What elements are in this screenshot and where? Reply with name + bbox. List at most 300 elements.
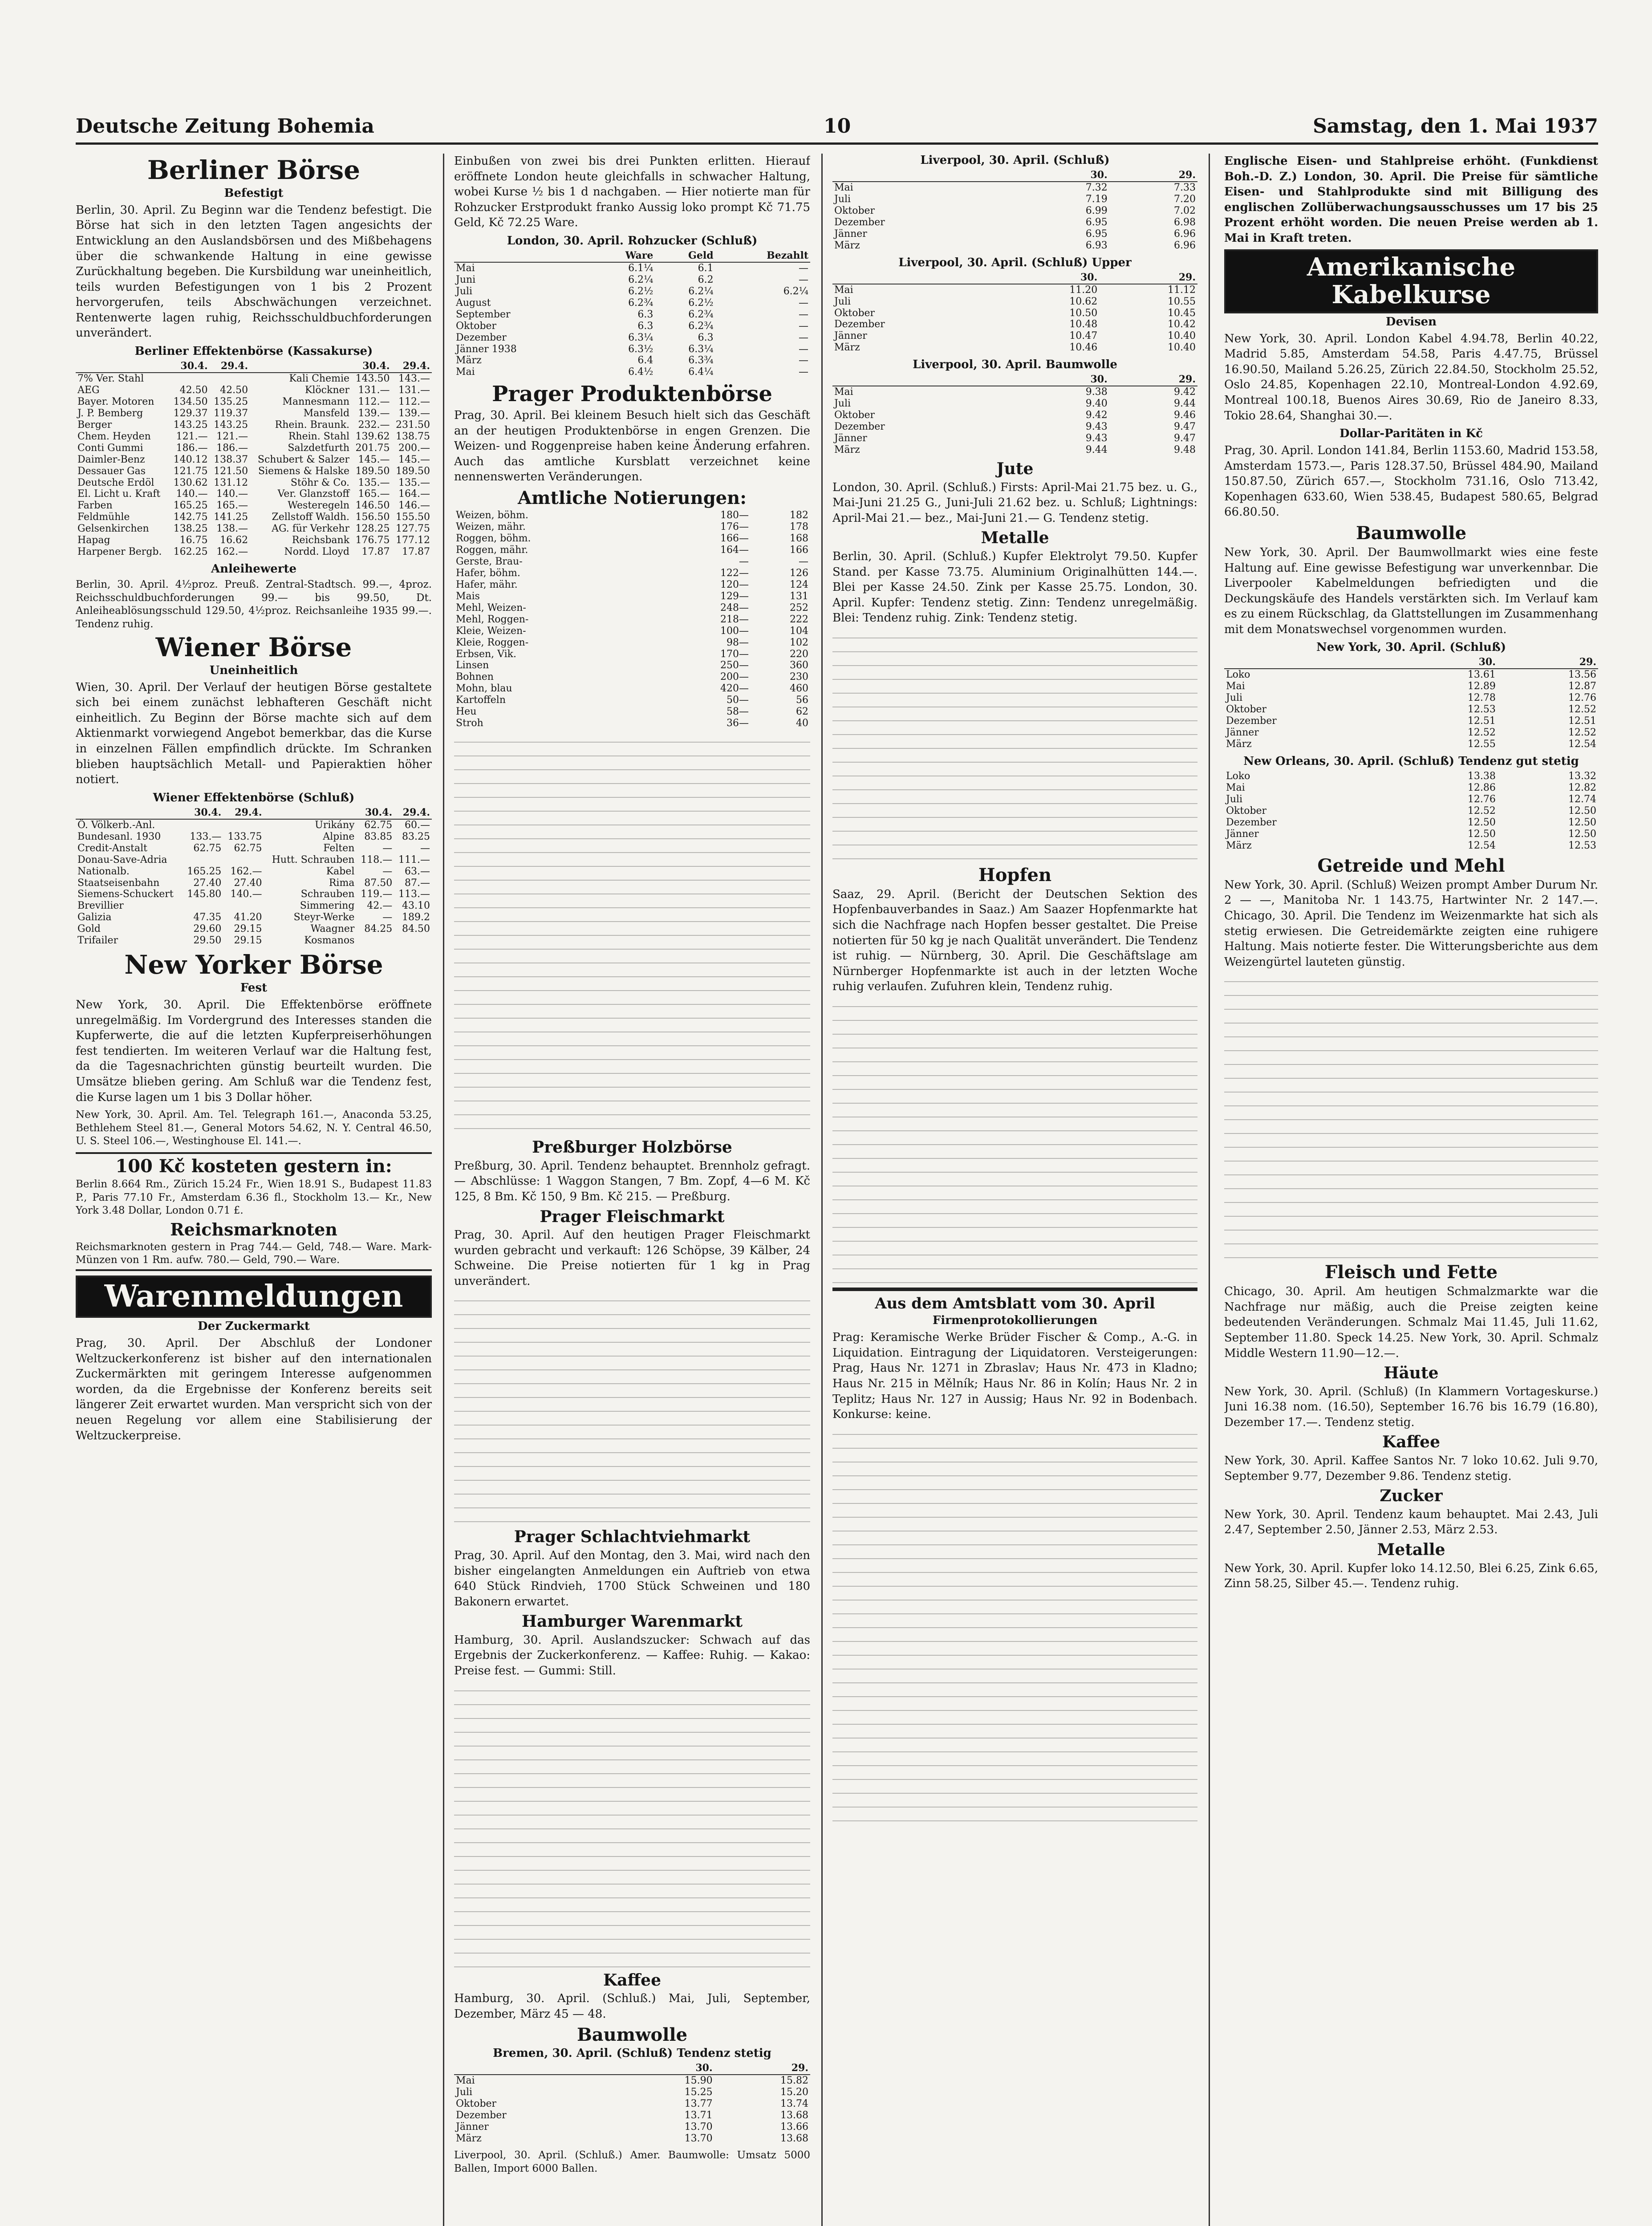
table-cell: Juli	[456, 285, 473, 297]
table-cell: Oktober	[834, 410, 875, 421]
table-cell: 102	[790, 637, 808, 648]
table-cell: 9.42	[1085, 410, 1108, 421]
table-row	[832, 421, 1197, 433]
table-cell: 6.4½	[628, 366, 653, 378]
table-cell: Dezember	[1226, 715, 1277, 727]
table-cell: 10.62	[1069, 296, 1098, 307]
table-cell: 162.—	[216, 546, 248, 558]
table-cell: 165.25	[173, 500, 208, 512]
table-cell: 50—	[727, 695, 749, 706]
devisen-text: New York, 30. April. London Kabel 4.94.78, Berlin 40.22, Madrid 5.85, Amsterdam 54.58, Paris 4.47.75, Brüssel 16.90.50, Mailand 5.26.25, Zürich 22.84.50, Stockholm 25.52, Oslo 24.85, Kopenhagen 22.10, Montreal-London 4.92.69, Montreal 100.18, Buenos Aires 30.69, Rio de Janeiro 8.33, Tokio 28.64, Shanghai 30.—.	[1224, 332, 1598, 422]
table-cell: 40	[796, 718, 808, 729]
table-cell: 7.20	[1174, 193, 1196, 205]
table-cell: Ö. Völkerb.-Anl.	[77, 819, 155, 831]
table-cell: 12.52	[1568, 704, 1596, 715]
table-cell: Harpener Bergb.	[77, 546, 162, 558]
table-cell	[223, 819, 264, 831]
table-cell: Roggen, mähr.	[456, 544, 528, 556]
table-cell: Weizen, böhm.	[456, 510, 528, 521]
devisen-heading: Devisen	[1385, 315, 1437, 329]
table-cell: 10.47	[1069, 330, 1098, 342]
table-cell: Dessauer Gas	[77, 465, 146, 477]
table-cell: —	[382, 865, 393, 877]
kc-text: Berlin 8.664 Rm., Zürich 15.24 Fr., Wien 18.91 S., Budapest 11.83 P., Paris 77.10 Fr., Amsterdam 6.36 fl., Stockholm 13.— Kr., New York 3.48 Dollar, London 0.71 £.	[76, 1178, 432, 1217]
jute-title: Jute	[996, 459, 1034, 479]
table-cell: Jänner	[834, 330, 867, 342]
table-cell: 17.87	[402, 546, 430, 558]
table-cell: 84.50	[402, 923, 430, 935]
table-cell: —	[799, 332, 808, 343]
table-cell: —	[420, 842, 430, 854]
table-cell: 7.33	[1174, 182, 1196, 193]
table-cell: 142.75	[173, 512, 208, 523]
table-cell: 189.2	[402, 912, 430, 923]
table-cell: Erbsen, Vik.	[456, 648, 516, 660]
table-cell: Oktober	[1226, 704, 1267, 715]
table-cell: Steyr-Werke	[293, 912, 355, 923]
table-cell: 6.3½	[628, 343, 653, 355]
table-header-cell: 29.4.	[210, 361, 250, 373]
wiener-subtitle: Uneinheitlich	[209, 663, 298, 677]
table-cell: 420—	[720, 683, 749, 695]
table-row	[1224, 681, 1598, 692]
table-cell: 15.90	[684, 2075, 713, 2087]
table-cell: 12.50	[1568, 828, 1596, 840]
getreide-text: New York, 30. April. (Schluß) Weizen prompt Amber Durum Nr. 2 — —, Manitoba Nr. 1 143.75, Hartwinter Nr. 2 147.—. Chicago, 30. April. Die Tendenz im Weizenmarkte hat sich als stetig erwiesen. Die Getreidemärkte zeigten eine ruhigere Haltung. Mais notierte fester. Die Witterungsberichte aus dem Weizengürtel lauteten günstig.	[1224, 878, 1598, 969]
table-header-cell	[832, 170, 1021, 182]
table-cell: —	[739, 556, 749, 567]
table-cell: —	[799, 274, 808, 285]
table-header-cell	[832, 374, 1021, 386]
table-cell: 58—	[727, 706, 749, 718]
table-header-cell: Geld	[655, 250, 715, 262]
table-cell: 6.98	[1174, 216, 1196, 228]
jute-text: London, 30. April. (Schluß.) Firsts: April-Mai 21.75 bez. u. G., Mai-Juni 21.25 G., Juni-Juli 21.62 bez. u. Schluß; Lightnings: April-Mai 21.— bez., Mai-Juni 21.— G. Tendenz stetig.	[832, 480, 1197, 525]
table-cell: Schrauben	[300, 889, 355, 900]
table-cell: 165.—	[358, 488, 390, 500]
table-cell: Daimler-Benz	[77, 454, 145, 465]
table-cell: 230	[790, 671, 808, 683]
table-cell: 10.46	[1069, 342, 1098, 353]
table-row	[76, 443, 432, 454]
kaffee-text: Hamburg, 30. April. (Schluß.) Mai, Juli, September, Dezember, März 45 — 48.	[454, 1992, 810, 2021]
table-cell: 122—	[720, 567, 749, 579]
table-cell: 13.38	[1467, 771, 1496, 782]
table-cell: März	[834, 240, 860, 251]
table-cell: 162.—	[230, 865, 262, 877]
kc-title: 100 Kč kosteten gestern in:	[115, 1156, 392, 1177]
table-cell: Farben	[77, 500, 113, 512]
table-cell: 12.74	[1568, 794, 1596, 805]
table-cell: Mai	[834, 284, 853, 296]
berliner-title: Berliner Börse	[147, 155, 361, 185]
table-cell: 6.1	[698, 262, 714, 274]
table-cell: 12.87	[1568, 681, 1596, 692]
table-row	[454, 660, 810, 671]
table-row	[454, 626, 810, 637]
table-row	[454, 521, 810, 533]
baumwolle-ny-title: Baumwolle	[1356, 523, 1467, 544]
table-row	[76, 935, 432, 946]
table-cell: —	[799, 556, 808, 567]
page-number: 10	[824, 115, 851, 138]
table-cell: 12.52	[1568, 727, 1596, 739]
table-cell: 6.4	[637, 355, 653, 366]
zucker-continued-text: Einbußen von zwei bis drei Punkten erlitten. Hierauf eröffnete London heute gleichfalls in schwacher Haltung, wobei Kurse ½ bis 1 d nachgaben. — Hier notierte man für Rohzucker Erstprodukt franko Aussig loko prompt Kč 71.75 Geld, Kč 72.25 Ware.	[454, 154, 810, 230]
table-cell: 166	[790, 544, 808, 556]
kaffee-ny-title: Kaffee	[1382, 1433, 1440, 1452]
table-cell: Nationalb.	[77, 865, 130, 877]
table-row	[76, 419, 432, 431]
table-cell: 12.82	[1568, 782, 1596, 794]
table-cell: 6.93	[1085, 240, 1108, 251]
table-row	[454, 568, 810, 579]
table-cell: 131.12	[214, 477, 248, 488]
metalle-ny-text: New York, 30. April. Kupfer loko 14.12.50, Blei 6.25, Zink 6.65, Zinn 58.25, Silber 45.—. Tendenz ruhig.	[1224, 1561, 1598, 1591]
table-cell: März	[456, 355, 482, 366]
column-rule	[443, 154, 444, 2226]
table-cell: Mansfeld	[303, 407, 350, 419]
table-cell: Hutt. Schrauben	[272, 854, 355, 865]
table-row	[832, 217, 1197, 228]
table-cell: März	[456, 2133, 482, 2145]
table-cell: Rhein. Stahl	[288, 431, 350, 442]
newyork-text: New York, 30. April. Die Effektenbörse eröffnete unregelmäßig. Im Vordergrund des Interesses standen die Kupferwerte, die auf die letzten Kupferpreiserhöhungen fest tendierten. Im weiteren Verlauf war die Haltung fest, da die Tagesnachrichten günstig beurteilt wurden. Die Umsätze blieben gering. Am Schluß war die Tendenz fest, die Kurse lagen um 1 bis 3 Dollar höher.	[76, 998, 432, 1104]
baumwolle-ny-text: New York, 30. April. Der Baumwollmarkt wies eine feste Haltung auf. Eine gewisse Befestigung war unverkennbar. Die Liverpooler Kabelmeldungen befriedigten und die Deckungskäufe des Handels verstärkten sich. Im Verlauf kam es zu einem Rückschlag, da Glattstellungen im Zusammenhang mit dem Monatswechsel vorgenommen wurden.	[1224, 546, 1598, 636]
table-row	[76, 889, 432, 900]
table-cell: Oktober	[834, 205, 875, 216]
berliner-kassakurse-heading: Berliner Effektenbörse (Kassakurse)	[134, 345, 373, 358]
table-cell: 13.70	[684, 2133, 713, 2145]
table-cell: Kosmanos	[304, 935, 355, 946]
table-cell	[223, 854, 264, 866]
table-row	[76, 431, 432, 443]
table-cell: 121.—	[216, 431, 248, 442]
price-list-lines	[454, 734, 810, 1134]
amtsblatt-title: Aus dem Amtsblatt vom 30. April	[875, 1294, 1155, 1312]
table-row	[76, 408, 432, 419]
amtliche-notierungen-table	[454, 510, 810, 729]
table-cell: 42.50	[220, 384, 248, 396]
column-3	[832, 154, 1197, 2226]
table-cell: 6.96	[1174, 240, 1196, 251]
getreide-title: Getreide und Mehl	[1317, 855, 1505, 876]
zuckermarkt-text: Prag, 30. April. Der Abschluß der Londoner Weltzuckerkonferenz ist bisher auf den internationalen Zuckermärkten mit geringem Interesse aufgenommen worden, da die Ergebnisse der Konferenz bereits seit längerer Zeit erwartet wurden. Man verspricht sich von der neuen Regelung vor allem eine Stabilisierung der Weltzuckerpreise.	[76, 1336, 432, 1442]
table-cell: Klöckner	[304, 384, 350, 396]
table-cell: 6.2¼	[783, 285, 808, 297]
table-cell: 128.25	[355, 523, 390, 535]
table-cell: Mai	[456, 2075, 475, 2087]
reichsmark-title: Reichsmarknoten	[170, 1219, 337, 1239]
dollar-paritaeten-text: Prag, 30. April. London 141.84, Berlin 1153.60, Madrid 153.58, Amsterdam 1573.—, Paris 128.37.50, Brüssel 484.90, Mailand 150.87.50, Zürich 657.—, Stockholm 731.16, Oslo 713.42, Kopenhagen 633.60, Wien 538.45, Budapest 580.65, Belgrad 66.80.50.	[1224, 444, 1598, 519]
newyork-title: New Yorker Börse	[124, 950, 383, 980]
table-cell: 6.2¾	[628, 297, 653, 309]
text-lines	[832, 630, 1197, 861]
table-cell: Galizia	[77, 912, 112, 923]
table-row	[1224, 817, 1598, 829]
fleischmarkt-text: Prag, 30. April. Auf den heutigen Prager Fleischmarkt wurden gebracht und verkauft: 126 Schöpse, 39 Kälber, 24 Schweine. Die Preise notierten für 1 kg in Prag unverändert.	[454, 1228, 810, 1288]
table-cell: 189.50	[355, 465, 390, 477]
table-cell: 104	[790, 625, 808, 637]
table-cell: Dezember	[834, 421, 885, 433]
table-cell: 83.25	[402, 831, 430, 842]
liverpool-baumwolle-heading: Liverpool, 30. April. Baumwolle	[913, 358, 1117, 372]
table-cell: Simmering	[300, 900, 355, 912]
table-header-cell: 30.4.	[169, 361, 209, 373]
table-cell: 143.—	[398, 373, 430, 384]
table-cell: 140.—	[216, 488, 248, 500]
berliner-subtitle: Befestigt	[224, 186, 284, 200]
table-cell: 6.3	[637, 320, 653, 332]
table-row	[832, 330, 1197, 342]
table-row	[76, 912, 432, 923]
table-cell: 12.51	[1568, 715, 1596, 727]
table-cell: —	[799, 309, 808, 320]
metalle-text: Berlin, 30. April. (Schluß.) Kupfer Elektrolyt 79.50. Kupfer Stand. per Kasse 73.75. Aluminium Originalhütten 144.—. Blei per Kasse 24.50. Zink per Kasse 25.75. London, 30. April. Kupfer: Tendenz stetig. Zinn: Tendenz unregelmäßig. Blei: Tendenz ruhig. Zink: Tendenz stetig.	[832, 549, 1197, 625]
wiener-table	[76, 807, 432, 946]
table-row	[1224, 840, 1598, 852]
table-cell: 145.80	[187, 889, 222, 900]
table-cell: Trifailer	[77, 935, 118, 946]
table-cell: Jänner	[834, 433, 867, 444]
table-cell: Dezember	[456, 332, 507, 343]
table-cell: Berger	[77, 419, 112, 431]
table-row	[454, 649, 810, 660]
table-cell: 170—	[720, 648, 749, 660]
table-row	[76, 466, 432, 477]
table-cell	[394, 935, 432, 946]
table-cell	[183, 819, 223, 831]
table-cell: —	[799, 355, 808, 366]
table-cell: 43.10	[402, 900, 430, 912]
haeute-title: Häute	[1384, 1364, 1439, 1383]
table-cell: 13.66	[780, 2121, 808, 2133]
table-cell: Mai	[834, 386, 853, 398]
table-cell: 112.—	[358, 396, 390, 407]
issue-date: Samstag, den 1. Mai 1937	[1313, 115, 1598, 138]
table-row	[454, 510, 810, 521]
table-cell: 124	[790, 579, 808, 590]
table-cell: 12.53	[1467, 704, 1496, 715]
table-cell: 140.12	[173, 454, 208, 465]
table-cell: 121.75	[173, 465, 208, 477]
table-row	[454, 297, 810, 309]
table-cell: Oktober	[1226, 805, 1267, 816]
table-cell: Zellstoff Waldh.	[272, 512, 350, 523]
table-cell: Credit-Anstalt	[77, 842, 147, 854]
table-cell: 12.53	[1568, 840, 1596, 851]
table-row	[832, 433, 1197, 444]
stahlpreise-notice: Englische Eisen- und Stahlpreise erhöht. (Funkdienst Boh.-D. Z.) London, 30. April. Die Preise für sämtliche Eisen- und Stahlprodukte sind mit Billigung des englischen Zollüberwachungsausschusses um 17 bis 25 Prozent erhöht worden. Die neuen Preise werden ab 1. Mai in Kraft treten.	[1224, 154, 1598, 245]
table-cell: 6.3	[637, 309, 653, 320]
table-cell: Juli	[834, 296, 851, 307]
kaffee-ny-text: New York, 30. April. Kaffee Santos Nr. 7 loko 10.62. Juli 9.70, September 9.77, Dezember 9.86. Tendenz stetig.	[1224, 1454, 1598, 1483]
table-cell: Heu	[456, 706, 477, 718]
table-cell: —	[799, 320, 808, 332]
table-cell: Juni	[456, 274, 476, 285]
table-row	[454, 591, 810, 602]
table-cell: 13.70	[684, 2121, 713, 2133]
table-row	[832, 342, 1197, 353]
table-cell: Juli	[456, 2087, 473, 2098]
table-cell: 16.75	[179, 535, 208, 546]
table-row	[1224, 727, 1598, 739]
table-cell: Staatseisenbahn	[77, 877, 160, 889]
column-1	[76, 154, 432, 2226]
table-cell: 146.—	[398, 500, 430, 512]
table-cell: 12.50	[1467, 828, 1496, 840]
table-cell: 13.77	[684, 2098, 713, 2110]
table-row	[454, 2110, 810, 2121]
table-row	[454, 344, 810, 355]
table-cell: 100—	[720, 625, 749, 637]
table-cell: 6.2¼	[628, 274, 653, 285]
table-row	[1224, 692, 1598, 704]
table-cell: 36—	[727, 718, 749, 729]
table-cell: 41.20	[234, 912, 262, 923]
table-cell: Dezember	[456, 2110, 507, 2121]
table-cell: 131.—	[398, 384, 430, 396]
table-cell: 121.—	[176, 431, 208, 442]
hamburg-text: Hamburg, 30. April. Auslandszucker: Schwach auf das Ergebnis der Zuckerkonferenz. — Kaffee: Ruhig. — Kakao: Preise fest. — Gummi: Still.	[454, 1633, 810, 1678]
liverpool-note: Liverpool, 30. April. (Schluß.) Amer. Baumwolle: Umsatz 5000 Ballen, Import 6000 Ballen.	[454, 2149, 810, 2174]
table-cell: 182	[790, 510, 808, 521]
table-row	[454, 332, 810, 344]
table-cell: 15.82	[780, 2075, 808, 2087]
table-cell: AG. für Verkehr	[272, 523, 350, 535]
table-cell: Feldmühle	[77, 512, 130, 523]
table-row	[76, 819, 432, 831]
table-cell: 98—	[727, 637, 749, 648]
table-row	[1224, 794, 1598, 805]
table-row	[76, 396, 432, 408]
table-cell: 200.—	[398, 442, 430, 454]
table-cell: 6.95	[1085, 216, 1108, 228]
table-cell: 112.—	[398, 396, 430, 407]
column-rule	[1209, 154, 1210, 2226]
table-cell: 87.—	[405, 877, 430, 889]
table-cell: Mehl, Weizen-	[456, 602, 526, 613]
newspaper-page	[76, 111, 1598, 2226]
warenmeldungen-title: Warenmeldungen	[76, 1275, 432, 1318]
table-cell	[210, 373, 250, 385]
table-cell: 29.50	[193, 935, 222, 946]
table-row	[832, 240, 1197, 252]
table-header-cell: Bezahlt	[715, 250, 810, 262]
table-cell: Oktober	[456, 320, 497, 332]
table-cell: Stroh	[456, 718, 483, 729]
table-cell: 156.50	[355, 512, 390, 523]
text-lines	[1224, 973, 1598, 1258]
table-cell: 9.46	[1174, 410, 1196, 421]
table-cell: 13.74	[780, 2098, 808, 2110]
table-cell: 162.25	[173, 546, 208, 558]
table-cell: Mehl, Roggen-	[456, 613, 529, 625]
fleischmarkt-title: Prager Fleischmarkt	[540, 1207, 725, 1226]
anleihewerte-heading: Anleihewerte	[211, 562, 296, 576]
table-cell: 139.—	[398, 407, 430, 419]
table-cell: 9.47	[1174, 433, 1196, 444]
metalle-title: Metalle	[981, 528, 1049, 548]
table-cell: 138.75	[396, 431, 430, 442]
table-row	[832, 194, 1197, 205]
table-header-cell: 30.4.	[183, 807, 223, 819]
new-orleans-table	[1224, 771, 1598, 852]
table-cell: Mais	[456, 590, 480, 602]
table-cell: Loko	[1226, 771, 1250, 782]
table-header-cell: 30.	[1001, 272, 1100, 284]
table-cell: 6.96	[1174, 228, 1196, 240]
table-cell: März	[1226, 739, 1252, 750]
table-header-cell	[454, 250, 589, 262]
table-cell: 121.50	[214, 465, 248, 477]
table-cell: Kleie, Weizen-	[456, 625, 526, 637]
table-row	[454, 683, 810, 695]
table-row	[76, 854, 432, 866]
table-cell: Siemens & Halske	[258, 465, 350, 477]
table-cell: 138.—	[216, 523, 248, 535]
table-cell: 6.3	[698, 332, 714, 343]
prager-produktenboerse-text: Prag, 30. April. Bei kleinem Besuch hielt sich das Geschäft an der heutigen Produktenbörse in engen Grenzen. Die Weizen- und Roggenpreise haben keine Änderung erfahren. Auch das amtliche Kursblatt verzeichnet keine nennenswerten Veränderungen.	[454, 409, 810, 484]
table-row	[1224, 704, 1598, 715]
table-header-cell: 29.	[1498, 657, 1598, 669]
table-row	[76, 866, 432, 877]
table-cell: Juli	[1226, 794, 1243, 805]
table-cell: 186.—	[176, 442, 208, 454]
table-cell: Nordd. Lloyd	[284, 546, 350, 558]
table-cell: 42.50	[179, 384, 208, 396]
amtsblatt-text: Prag: Keramische Werke Brüder Fischer & Comp., A.-G. in Liquidation. Eintragung der Liquidatoren. Versteigerungen: Prag, Haus Nr. 1271 in Zbraslav; Haus Nr. 473 in Kladno; Haus Nr. 215 in Mělník; Haus Nr. 86 in Kolín; Haus Nr. 2 in Teplitz; Haus Nr. 127 in Aussig; Haus Nr. 92 in Bodenbach. Konkurse: keine.	[832, 1331, 1197, 1422]
london-zucker-heading: London, 30. April. Rohzucker (Schluß)	[507, 234, 758, 248]
table-row	[76, 477, 432, 489]
table-cell: Mai	[834, 182, 853, 193]
table-row	[832, 410, 1197, 421]
table-cell: 135.—	[358, 477, 390, 488]
table-cell: 83.85	[364, 831, 393, 842]
table-row	[76, 500, 432, 512]
table-header-cell: 30.4.	[356, 807, 394, 819]
berliner-table	[76, 361, 432, 558]
page-header	[76, 111, 1598, 145]
table-header-cell: 29.4.	[394, 807, 432, 819]
table-cell: 248—	[720, 602, 749, 613]
table-cell: 9.42	[1174, 386, 1196, 398]
table-cell: Jänner	[834, 228, 867, 240]
table-cell: —	[382, 842, 393, 854]
table-cell: 10.50	[1069, 307, 1098, 319]
table-cell: 6.2¾	[688, 309, 714, 320]
table-cell: 131.—	[358, 384, 390, 396]
table-cell: 126	[790, 567, 808, 579]
table-cell: 87.50	[364, 877, 393, 889]
table-cell: 201.75	[355, 442, 390, 454]
table-cell: Bohnen	[456, 671, 494, 683]
table-row	[454, 671, 810, 683]
table-cell: 6.4¼	[688, 366, 714, 378]
table-cell: 62.75	[364, 819, 393, 831]
table-cell: September	[456, 309, 511, 320]
table-cell: Oktober	[456, 2098, 497, 2110]
table-cell: 6.2¼	[688, 285, 714, 297]
amtsblatt-rule	[832, 1288, 1197, 1291]
table-header-cell: 29.	[1099, 272, 1197, 284]
table-row	[76, 523, 432, 535]
table-row	[76, 900, 432, 912]
table-cell: 460	[790, 683, 808, 695]
table-cell: 218—	[720, 613, 749, 625]
table-row	[454, 274, 810, 286]
zucker-ny-title: Zucker	[1380, 1487, 1443, 1506]
